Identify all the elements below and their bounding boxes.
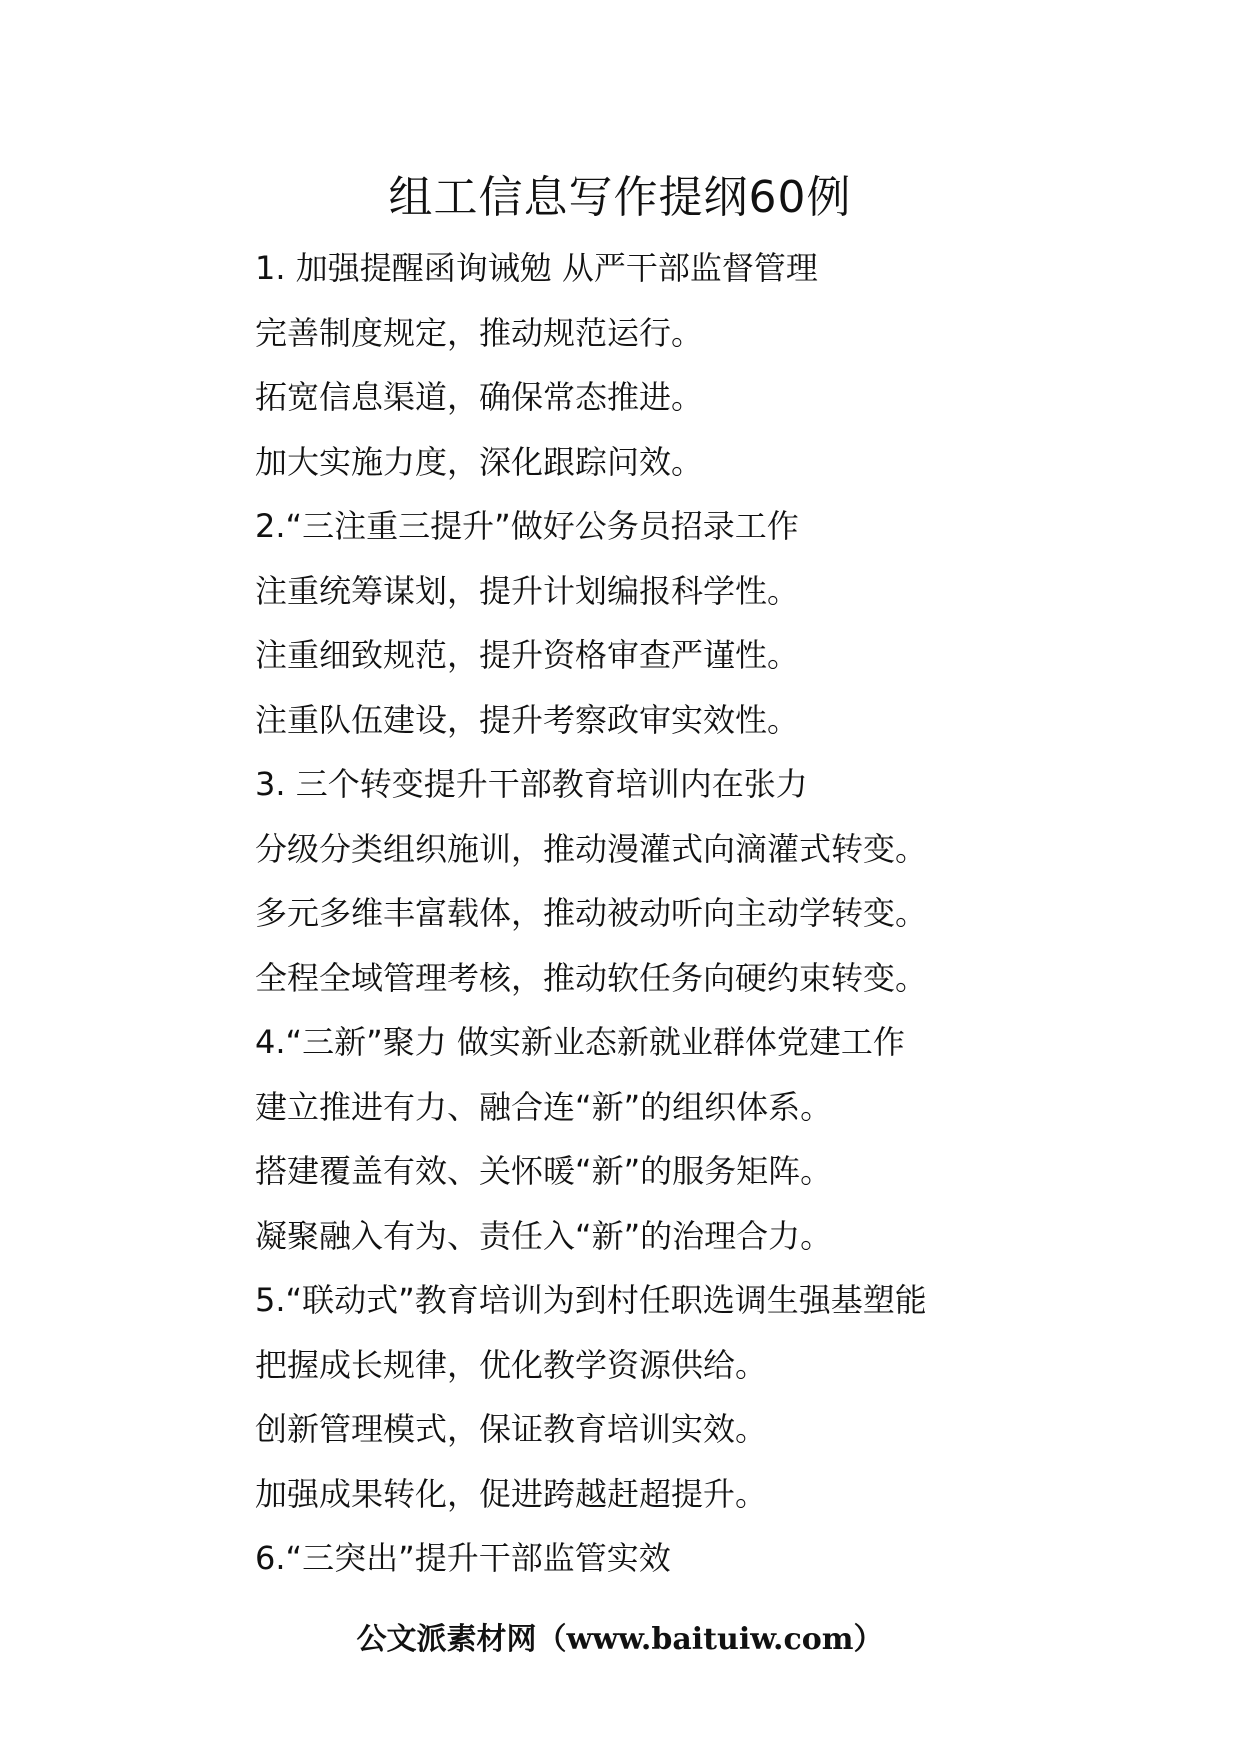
heading-1: 1. 加强提醒函询诫勉 从严干部监督管理 bbox=[255, 249, 818, 287]
body-line: 加大实施力度，深化跟踪问效。 bbox=[255, 442, 704, 481]
body-line: 创新管理模式，保证教育培训实效。 bbox=[255, 1410, 768, 1448]
document-title: 组工信息写作提纲60例 bbox=[388, 172, 852, 223]
body-line: 注重队伍建设，提升考察政审实效性。 bbox=[255, 700, 800, 739]
footer-watermark: 公文派素材网（www.baituiw.com） bbox=[356, 1622, 884, 1657]
heading-2: 2.“三注重三提升”做好公务员招录工作 bbox=[255, 507, 799, 545]
heading-3: 3. 三个转变提升干部教育培训内在张力 bbox=[255, 765, 808, 803]
body-line: 搭建覆盖有效、关怀暖“新”的服务矩阵。 bbox=[255, 1152, 833, 1190]
body-line: 拓宽信息渠道，确保常态推进。 bbox=[255, 378, 704, 416]
body-line: 加强成果转化，促进跨越赶超提升。 bbox=[255, 1474, 768, 1513]
heading-6: 6.“三突出”提升干部监管实效 bbox=[255, 1539, 671, 1577]
heading-5: 5.“联动式”教育培训为到村任职选调生强基塑能 bbox=[255, 1281, 927, 1319]
body-line: 凝聚融入有为、责任入“新”的治理合力。 bbox=[255, 1216, 833, 1255]
body-line: 注重细致规范，提升资格审查严谨性。 bbox=[255, 636, 800, 674]
body-line: 多元多维丰富载体，推动被动听向主动学转变。 bbox=[255, 894, 928, 932]
document-body bbox=[255, 236, 1155, 1591]
body-line: 完善制度规定，推动规范运行。 bbox=[255, 313, 704, 352]
body-line: 注重统筹谋划，提升计划编报科学性。 bbox=[255, 571, 800, 610]
body-line: 分级分类组织施训，推动漫灌式向滴灌式转变。 bbox=[255, 829, 928, 868]
heading-4: 4.“三新”聚力 做实新业态新就业群体党建工作 bbox=[255, 1023, 905, 1061]
body-line: 建立推进有力、融合连“新”的组织体系。 bbox=[255, 1087, 833, 1126]
body-line: 把握成长规律，优化教学资源供给。 bbox=[255, 1345, 768, 1384]
body-line: 全程全域管理考核，推动软任务向硬约束转变。 bbox=[255, 958, 928, 997]
